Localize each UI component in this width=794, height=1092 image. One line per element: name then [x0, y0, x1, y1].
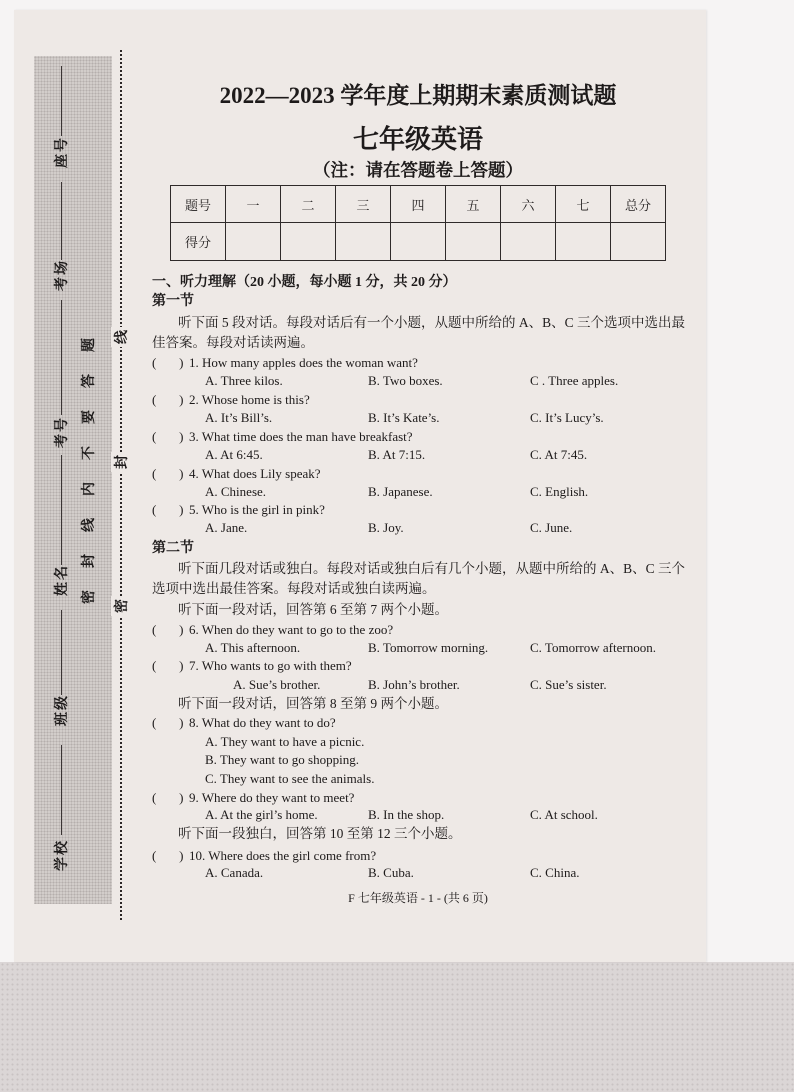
options-row	[205, 447, 587, 463]
scanner-bed	[0, 962, 794, 1092]
question-row	[152, 790, 354, 806]
answer-bracket: ( )	[152, 392, 184, 407]
score-cell-blank	[556, 223, 611, 261]
question-stem: 3. What time does the man have breakfast?	[189, 429, 413, 444]
option-b: B. Japanese.	[368, 484, 433, 499]
score-table-header-cell: 总分	[611, 186, 666, 223]
option-a: A. At the girl’s home.	[205, 807, 318, 822]
seat-number-blank-line	[61, 66, 62, 136]
option-c: C. June.	[530, 520, 573, 535]
group-lead: 听下面一段独白，回答第 10 至第 12 三个小题。	[178, 826, 462, 841]
binding-margin	[34, 56, 112, 904]
score-table-header-cell: 二	[281, 186, 336, 223]
option-b: B. At 7:15.	[368, 447, 426, 462]
option-b: B. Cuba.	[368, 865, 414, 880]
score-cell-blank	[501, 223, 556, 261]
question-stem: 10. Where does the girl come from?	[189, 848, 377, 863]
question-row	[152, 502, 325, 518]
option-a: A. This afternoon.	[205, 640, 301, 655]
options-row	[205, 807, 598, 823]
score-cell-blank	[281, 223, 336, 261]
option-b: B. It’s Kate’s.	[368, 410, 440, 425]
question-row	[152, 848, 376, 864]
score-row-label: 得分	[171, 223, 226, 261]
question-row	[152, 622, 393, 638]
option-c: C. It’s Lucy’s.	[530, 410, 604, 425]
question-stem: 2. Whose home is this?	[189, 392, 310, 407]
option-c: C. At school.	[530, 807, 598, 822]
score-cell-blank	[611, 223, 666, 261]
section-instruction: 听下面几段对话或独白。每段对话或独白后有几个小题，从题中所给的 A、B、C 三个	[178, 561, 686, 576]
score-cell-blank	[336, 223, 391, 261]
option-c: C . Three apples.	[530, 373, 619, 388]
option-c: C. Sue’s sister.	[530, 677, 607, 692]
exam-note: （注：请在答题卷上答题）	[313, 160, 523, 180]
page-footer: F 七年级英语 - 1 - (共 6 页)	[348, 891, 488, 905]
option-a: A. Jane.	[205, 520, 248, 535]
section-title: 第一节	[152, 294, 194, 309]
class-label: 班级	[55, 694, 70, 726]
answer-bracket: ( )	[152, 658, 184, 673]
option-c: C. English.	[530, 484, 589, 499]
seal-dotted-line	[120, 50, 122, 920]
question-stem: 7. Who wants to go with them?	[189, 658, 352, 673]
score-table-score-row	[171, 223, 666, 261]
score-table-header-cell: 一	[226, 186, 281, 223]
group-lead: 听下面一段对话，回答第 6 至第 7 两个小题。	[178, 602, 448, 617]
question-stem: 1. How many apples does the woman want?	[189, 355, 418, 370]
score-table-header-row	[171, 186, 666, 223]
option-a: A. It’s Bill’s.	[205, 410, 273, 425]
options-row	[205, 373, 618, 389]
score-cell-blank	[446, 223, 501, 261]
question-stem: 6. When do they want to go to the zoo?	[189, 622, 394, 637]
score-table-header-cell: 七	[556, 186, 611, 223]
score-cell-blank	[391, 223, 446, 261]
section-instruction: 选项中选出最佳答案。每段对话或独白读两遍。	[152, 581, 436, 596]
answer-bracket: ( )	[152, 790, 184, 805]
school-blank-line	[61, 745, 62, 835]
option-b: B. Joy.	[368, 520, 404, 535]
option-b: B. In the shop.	[368, 807, 445, 822]
question-stem: 4. What does Lily speak?	[189, 466, 321, 481]
section-instruction: 听下面 5 段对话。每段对话后有一个小题，从题中所给的 A、B、C 三个选项中选出最	[178, 315, 686, 330]
exam-title: 2022—2023 学年度上期期末素质测试题	[219, 83, 617, 108]
seal-warning-text: 密封线内不要答题	[82, 316, 97, 604]
options-row	[205, 865, 579, 881]
options-row	[205, 520, 572, 536]
part-heading: 一、听力理解（20 小题，每小题 1 分，共 20 分）	[152, 275, 457, 290]
option-b: B. Two boxes.	[368, 373, 443, 388]
question-row	[152, 466, 321, 482]
score-table-header-cell: 六	[501, 186, 556, 223]
option-a: A. Sue’s brother.	[233, 677, 321, 692]
question-stem: 5. Who is the girl in pink?	[189, 502, 325, 517]
group-lead: 听下面一段对话，回答第 8 至第 9 两个小题。	[178, 696, 448, 711]
answer-bracket: ( )	[152, 622, 184, 637]
exam-room-label: 考场	[55, 259, 70, 291]
school-label: 学校	[55, 839, 70, 871]
options-row	[205, 410, 604, 426]
answer-bracket: ( )	[152, 355, 184, 370]
answer-bracket: ( )	[152, 502, 184, 517]
exam-number-label: 考号	[55, 416, 70, 448]
answer-bracket: ( )	[152, 848, 184, 863]
score-cell-blank	[226, 223, 281, 261]
option-c: C. At 7:45.	[530, 447, 588, 462]
exam-subject: 七年级英语	[352, 125, 483, 154]
option-a: A. They want to have a picnic.	[205, 734, 365, 749]
option-a: A. At 6:45.	[205, 447, 263, 462]
name-label: 姓名	[55, 564, 70, 596]
option-c: C. China.	[530, 865, 580, 880]
score-table-header-cell: 四	[391, 186, 446, 223]
answer-bracket: ( )	[152, 429, 184, 444]
exam-room-blank-line	[61, 182, 62, 260]
question-stem: 8. What do they want to do?	[189, 715, 336, 730]
name-blank-line	[61, 455, 62, 565]
option-a: A. Three kilos.	[205, 373, 283, 388]
score-table-header-cell: 题号	[171, 186, 226, 223]
options-row	[205, 640, 656, 656]
score-table-header-cell: 五	[446, 186, 501, 223]
class-blank-line	[61, 610, 62, 695]
section-title: 第二节	[152, 541, 194, 556]
question-row	[152, 429, 413, 445]
seal-mark-feng: 封	[111, 452, 131, 472]
score-table	[170, 185, 666, 261]
option-b: B. John’s brother.	[368, 677, 460, 692]
options-row	[205, 484, 588, 500]
score-table-header-cell: 三	[336, 186, 391, 223]
question-row	[152, 658, 352, 674]
option-a: A. Chinese.	[205, 484, 267, 499]
question-row	[152, 392, 310, 408]
section-instruction: 佳答案。每段对话读两遍。	[152, 335, 314, 350]
question-row	[152, 355, 418, 371]
seal-mark-mi: 密	[111, 596, 131, 616]
option-c: C. Tomorrow afternoon.	[530, 640, 656, 655]
question-stem: 9. Where do they want to meet?	[189, 790, 355, 805]
option-b: B. Tomorrow morning.	[368, 640, 489, 655]
option-b: B. They want to go shopping.	[205, 752, 359, 767]
option-a: A. Canada.	[205, 865, 264, 880]
seat-number-label: 座号	[55, 136, 70, 168]
option-c: C. They want to see the animals.	[205, 771, 375, 786]
answer-bracket: ( )	[152, 715, 184, 730]
options-row	[233, 677, 607, 693]
answer-bracket: ( )	[152, 466, 184, 481]
exam-number-blank-line	[61, 300, 62, 415]
seal-mark-xian: 线	[111, 327, 131, 347]
question-row	[152, 715, 336, 731]
